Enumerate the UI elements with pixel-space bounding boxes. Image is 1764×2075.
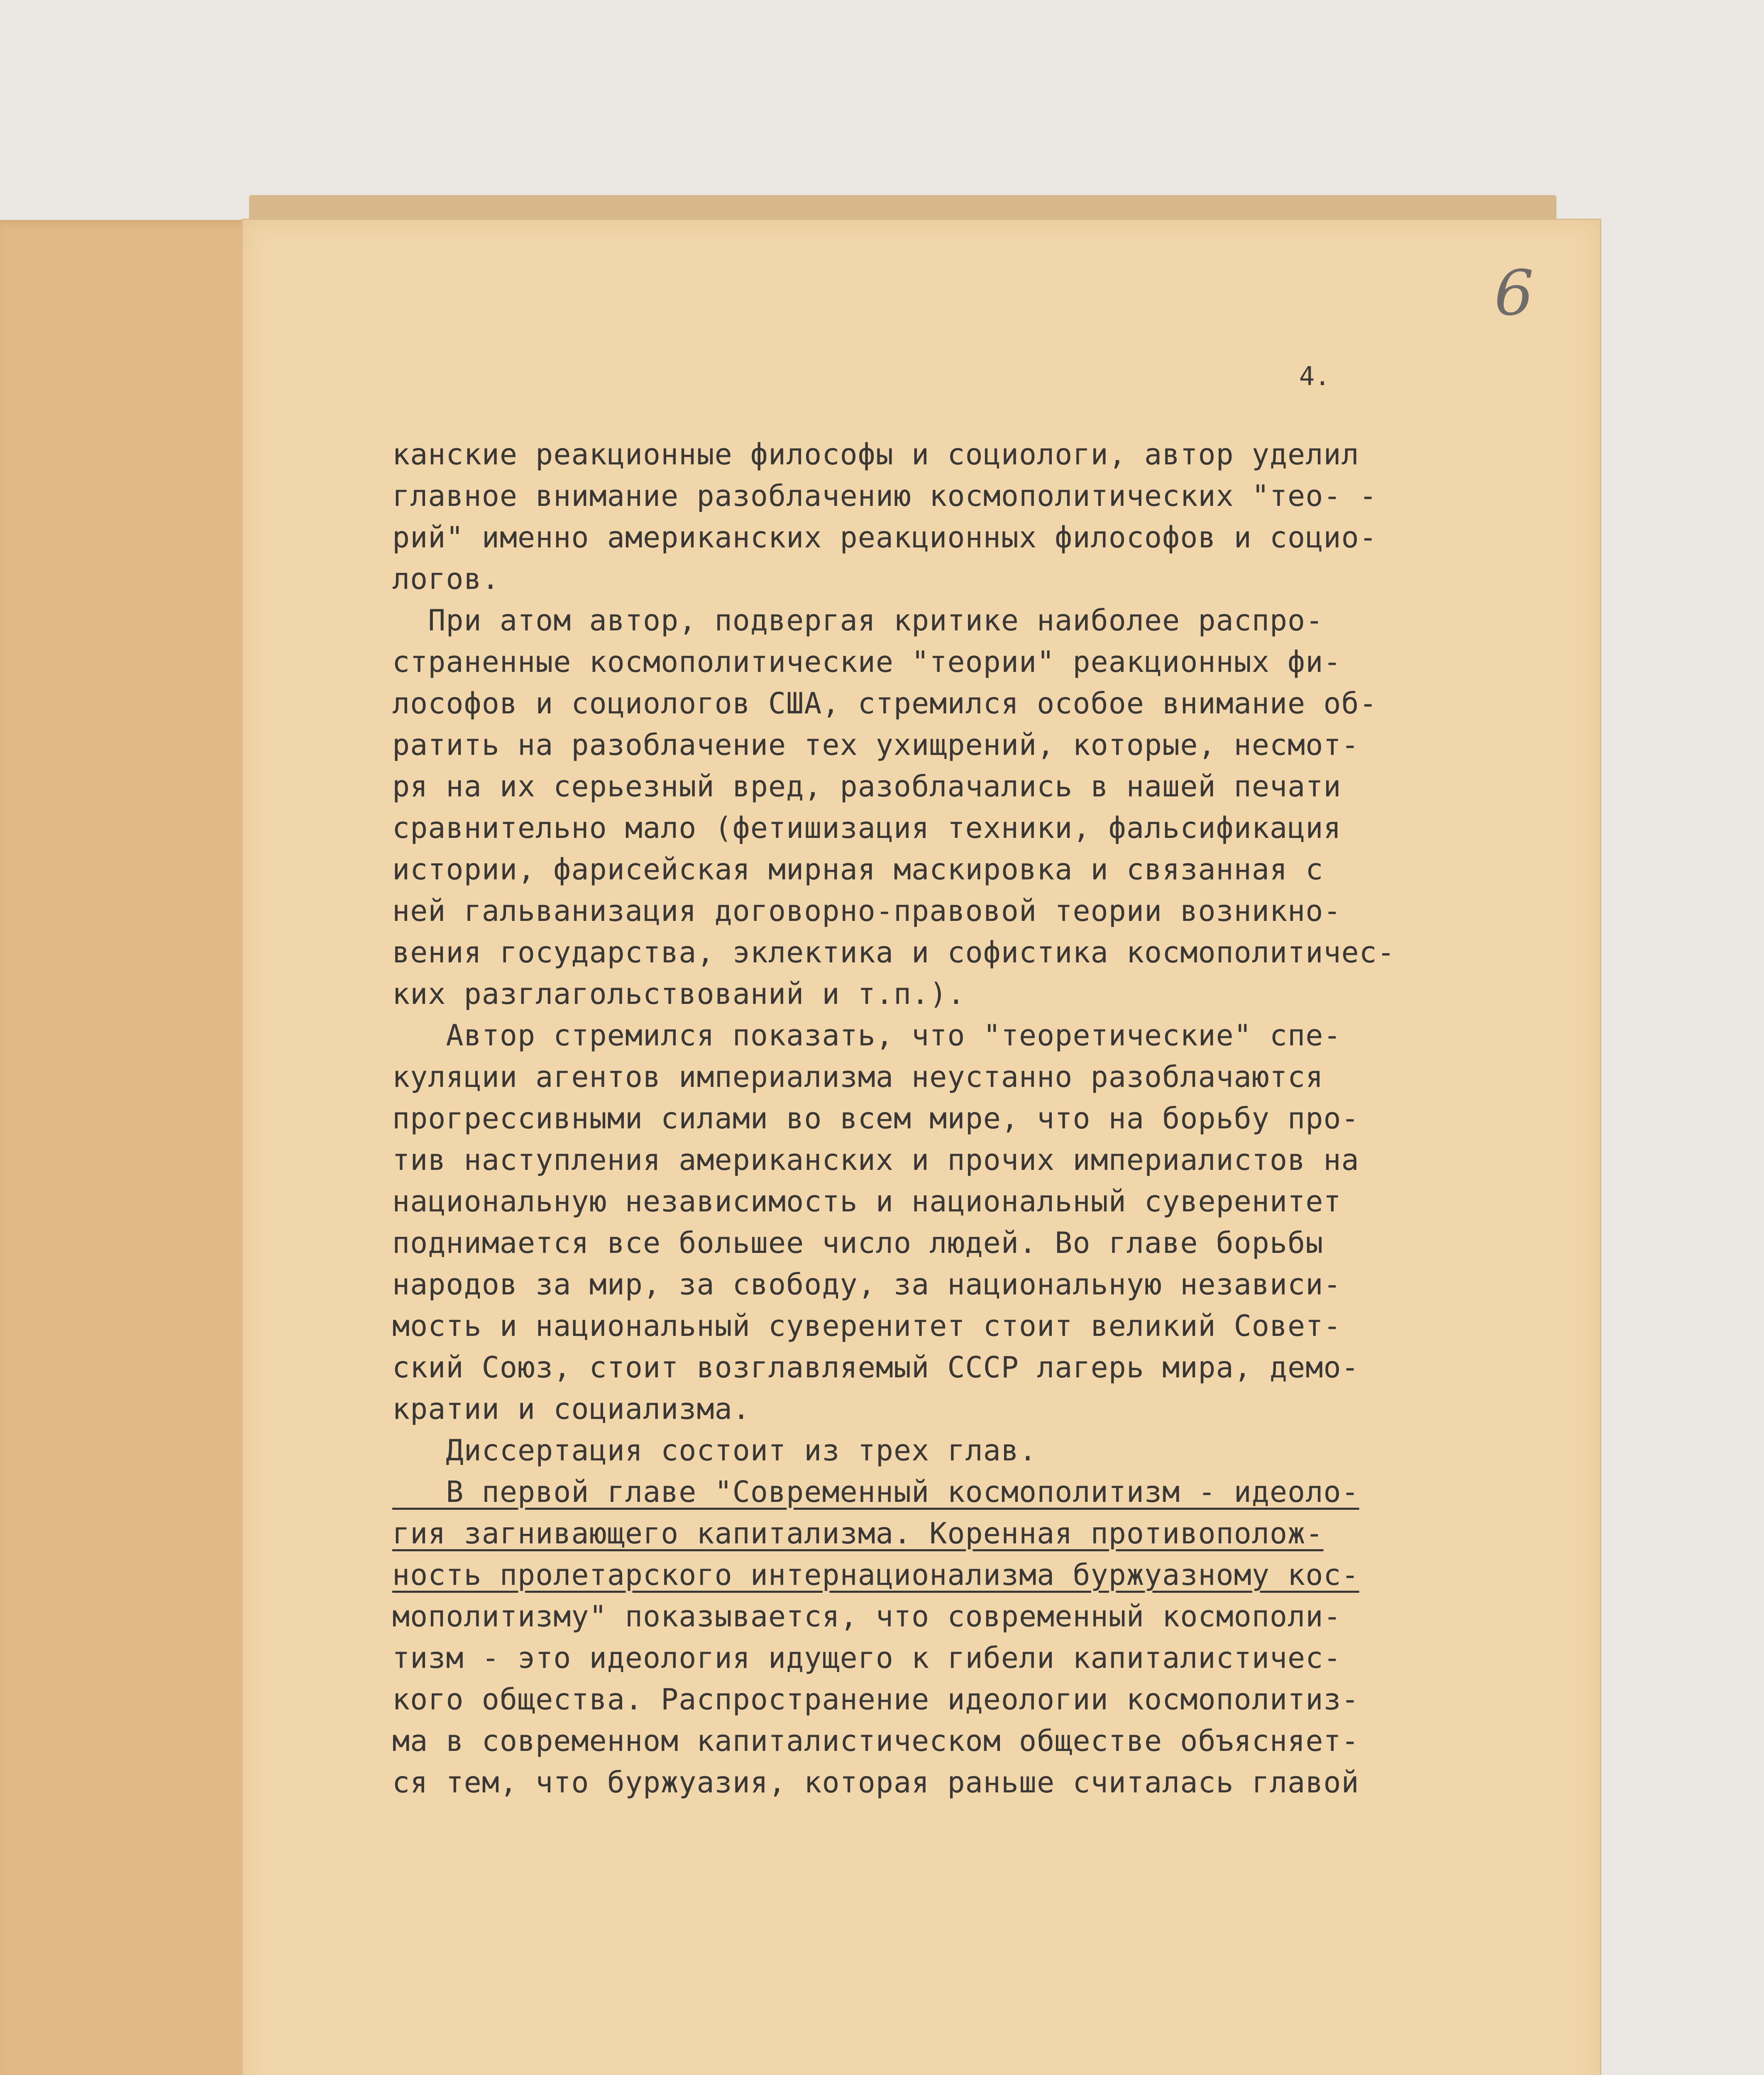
text-line: рий" именно американских реакционных философов и социо- [392,520,1377,554]
text-line: поднимается все большее число людей. Во главе борьбы [392,1226,1324,1260]
text-line: сравнительно мало (фетишизация техники, фальсификация [392,811,1341,845]
text-line: тизм - это идеология идущего к гибели капиталистичес- [392,1641,1341,1675]
text-line: Диссертация состоит из трех глав. [392,1433,1037,1467]
text-line: ких разглагольствований и т.п.). [392,977,965,1011]
text-line: ма в современном капиталистическом обществе объясняет- [392,1724,1359,1758]
text-line: Автор стремился показать, что "теоретические" спе- [392,1018,1341,1052]
text-line: канские реакционные философы и социологи, автор уделил [392,437,1359,471]
text-line: мополитизму" показывается, что современный космополи- [392,1599,1341,1633]
text-line: кого общества. Распространение идеологии космополитиз- [392,1682,1359,1716]
text-line: истории, фарисейская мирная маскировка и связанная с [392,852,1324,886]
text-line: логов. [392,562,500,596]
text-line: лософов и социологов США, стремился особое внимание об- [392,686,1377,720]
text-line: главное внимание разоблачению космополитических "тео- - [392,479,1377,513]
text-line: ря на их серьезный вред, разоблачались в нашей печати [392,769,1341,803]
text-line: вения государства, эклектика и софистика космополитичес- [392,935,1395,969]
text-line-underlined: В первой главе "Современный космополитизм - идеоло- [392,1475,1359,1509]
text-line: страненные космополитические "теории" реакционных фи- [392,645,1341,679]
text-line: тив наступления американских и прочих империалистов на [392,1143,1359,1177]
text-line-underlined: ность пролетарского интернационализма буржуазному кос- [392,1558,1359,1592]
text-line: прогрессивными силами во всем мире, что на борьбу про- [392,1101,1359,1135]
text-line: кратии и социализма. [392,1392,750,1426]
text-line: ский Союз, стоит возглавляемый СССР лагерь мира, демо- [392,1350,1359,1384]
text-line: народов за мир, за свободу, за национальную независи- [392,1267,1341,1301]
text-line: ся тем, что буржуазия, которая раньше считалась главой [392,1765,1359,1799]
page-number: 4. [1299,361,1330,391]
text-line: ней гальванизация договорно-правовой теории возникно- [392,894,1341,928]
text-line: национальную независимость и национальный суверенитет [392,1184,1341,1218]
archive-sheet-number: 6 [1494,257,1534,330]
text-line: ратить на разоблачение тех ухищрений, которые, несмот- [392,728,1359,762]
text-line-underlined: гия загнивающего капитализма. Коренная противополож- [392,1516,1324,1550]
text-line: мость и национальный суверенитет стоит великий Совет- [392,1309,1341,1343]
text-line: При атом автор, подвергая критике наиболее распро- [392,603,1324,637]
document-body [392,434,1455,1803]
text-line: куляции агентов империализма неустанно разоблачаются [392,1060,1324,1094]
